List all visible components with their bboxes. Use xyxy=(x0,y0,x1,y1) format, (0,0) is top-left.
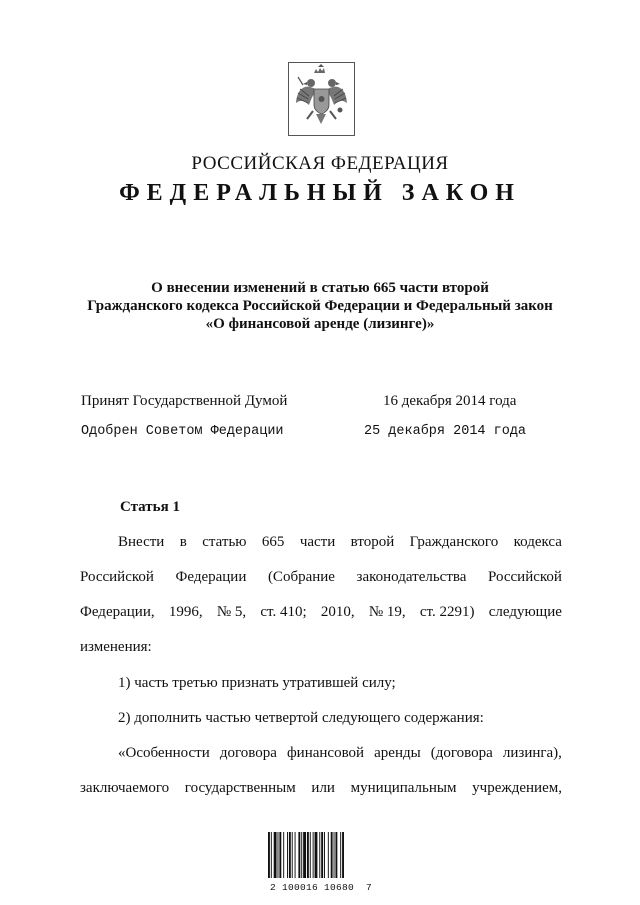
word: Федерации xyxy=(175,569,247,585)
word: Российской xyxy=(488,569,562,585)
article-heading: Статья 1 xyxy=(120,499,180,515)
word: (Собрание xyxy=(267,569,335,585)
word: муниципальным xyxy=(350,780,457,796)
word: «Особенности xyxy=(118,745,210,761)
word: 665 xyxy=(261,534,285,550)
duma-adoption-label: Принят Государственной Думой xyxy=(81,393,288,409)
law-title xyxy=(0,279,640,333)
paragraph-line xyxy=(80,567,562,587)
word: ст. 2291) xyxy=(419,604,475,620)
word: заключаемого xyxy=(80,780,170,796)
word: государственным xyxy=(184,780,296,796)
barcode-bars-icon xyxy=(266,832,376,880)
word: второй xyxy=(350,534,395,550)
list-item: 2) дополнить частью четвертой следующего содержания: xyxy=(118,710,484,726)
word: статью xyxy=(202,534,247,550)
law-title-line: Гражданского кодекса Российской Федерации и Федеральный закон xyxy=(87,298,553,314)
barcode xyxy=(261,832,381,894)
word: финансовой xyxy=(286,745,365,761)
duma-adoption-date: 16 декабря 2014 года xyxy=(383,393,517,409)
word: 1996, xyxy=(168,604,203,620)
word: (договора xyxy=(430,745,493,761)
word: № 5, xyxy=(216,604,247,620)
word: аренды xyxy=(374,745,421,761)
word: 2010, xyxy=(320,604,355,620)
word: Российской xyxy=(80,569,154,585)
word: части xyxy=(299,534,336,550)
word: договора xyxy=(219,745,277,761)
law-type-heading: ФЕДЕРАЛЬНЫЙ ЗАКОН xyxy=(119,180,521,206)
barcode-number: 2 100016 10680 7 xyxy=(269,882,372,893)
paragraph-line: изменения: xyxy=(80,639,152,655)
word: Внести xyxy=(118,534,165,550)
council-approval-label: Одобрен Советом Федерации xyxy=(81,424,284,439)
word: законодательства xyxy=(356,569,467,585)
word: № 19, xyxy=(368,604,406,620)
list-item: 1) часть третью признать утратившей силу; xyxy=(118,675,396,691)
council-approval-date: 25 декабря 2014 года xyxy=(364,424,527,439)
quote-line xyxy=(80,778,562,798)
quote-line xyxy=(118,743,562,763)
word: кодекса xyxy=(513,534,562,550)
word: в xyxy=(179,534,187,550)
word: лизинга), xyxy=(502,745,562,761)
word: следующие xyxy=(488,604,562,620)
coat-of-arms-emblem xyxy=(288,62,355,136)
word: Гражданского xyxy=(409,534,499,550)
word: ст. 410; xyxy=(260,604,307,620)
double-headed-eagle-icon xyxy=(289,63,354,135)
country-name: РОССИЙСКАЯ ФЕДЕРАЦИЯ xyxy=(191,153,449,174)
word: или xyxy=(311,780,335,796)
word: Федерации, xyxy=(80,604,155,620)
law-title-line: «О финансовой аренде (лизинге)» xyxy=(205,316,435,332)
word: учреждением, xyxy=(472,780,562,796)
law-title-line: О внесении изменений в статью 665 части второй xyxy=(151,280,489,296)
paragraph-line xyxy=(80,602,562,622)
paragraph-line xyxy=(118,532,562,552)
